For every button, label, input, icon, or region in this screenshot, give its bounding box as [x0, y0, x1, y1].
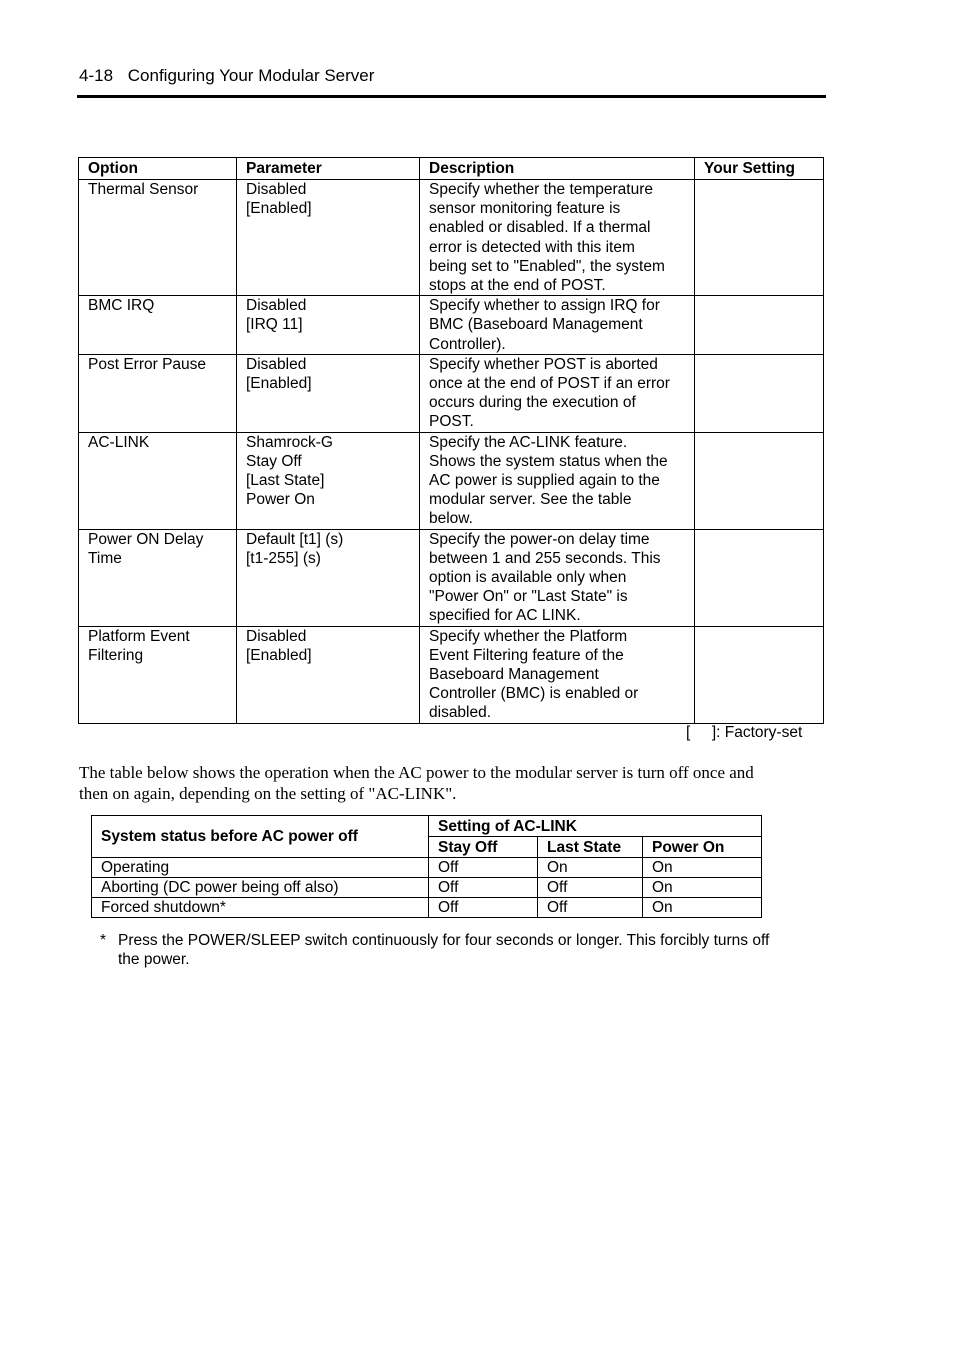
paragraph-line: The table below shows the operation when the AC power to the modular server is turn off once and — [79, 763, 754, 782]
last-state-header: Last State — [538, 837, 643, 858]
footnote-mark: * — [100, 932, 107, 949]
parameter-cell-line: [Last State] — [246, 472, 325, 490]
description-cell-line: enabled or disabled. If a thermal — [429, 219, 651, 237]
description-cell-line: Event Filtering feature of the — [429, 646, 624, 664]
description-cell-line: Controller (BMC) is enabled or — [429, 685, 639, 703]
description-column-header: Description — [420, 158, 695, 180]
description-cell — [420, 296, 695, 355]
description-cell-line: below. — [429, 510, 473, 528]
setting-value-cell: Off — [429, 858, 538, 878]
parameter-cell-line: [Enabled] — [246, 200, 312, 218]
description-cell-line: specified for AC LINK. — [429, 607, 581, 625]
your-setting-cell — [695, 180, 824, 296]
page-number: 4-18 — [79, 66, 114, 85]
setting-value-cell: On — [538, 858, 643, 878]
options-table — [78, 157, 824, 724]
option-cell — [79, 296, 237, 355]
parameter-cell — [237, 432, 420, 529]
footnote — [100, 931, 830, 969]
status-cell: Operating — [92, 858, 429, 878]
parameter-cell-line: [t1-255] (s) — [246, 549, 321, 567]
option-cell — [79, 626, 237, 723]
description-cell-line: Specify the AC-LINK feature. — [429, 433, 628, 451]
aclink-header-row — [92, 816, 762, 837]
setting-value-cell: Off — [538, 878, 643, 898]
options-row — [79, 180, 824, 296]
description-cell-line: occurs during the execution of — [429, 394, 636, 412]
setting-value-cell: On — [643, 878, 762, 898]
description-cell-line: Specify whether the Platform — [429, 627, 628, 645]
footnote-text — [118, 931, 830, 969]
parameter-cell — [237, 354, 420, 432]
option-cell-line: AC-LINK — [88, 433, 150, 451]
your-setting-cell — [695, 626, 824, 723]
option-cell-line: BMC IRQ — [88, 297, 155, 315]
parameter-cell-line: Disabled — [246, 297, 307, 315]
your-setting-cell — [695, 432, 824, 529]
parameter-cell — [237, 180, 420, 296]
parameter-cell-line: Shamrock-G — [246, 433, 333, 451]
description-cell-line: sensor monitoring feature is — [429, 200, 621, 218]
parameter-cell-line: Disabled — [246, 627, 307, 645]
option-cell — [79, 529, 237, 626]
your-setting-column-header: Your Setting — [695, 158, 824, 180]
description-cell-line: "Power On" or "Last State" is — [429, 588, 628, 606]
description-cell-line: between 1 and 255 seconds. This — [429, 549, 661, 567]
parameter-cell-line: [Enabled] — [246, 646, 312, 664]
status-cell: Aborting (DC power being off also) — [92, 878, 429, 898]
header-rule — [77, 95, 826, 98]
footnote-line: the power. — [118, 951, 190, 968]
chapter-title: Configuring Your Modular Server — [127, 66, 375, 85]
page-header — [79, 66, 374, 86]
paragraph-line: then on again, depending on the setting of "AC-LINK". — [79, 784, 457, 803]
parameter-cell-line: Disabled — [246, 181, 307, 198]
description-cell — [420, 529, 695, 626]
option-cell-line: Power ON Delay — [88, 530, 204, 548]
options-header-row — [79, 158, 824, 180]
status-cell: Forced shutdown* — [92, 898, 429, 918]
parameter-column-header: Parameter — [237, 158, 420, 180]
options-row — [79, 626, 824, 723]
your-setting-cell — [695, 354, 824, 432]
power-on-header: Power On — [643, 837, 762, 858]
option-cell — [79, 354, 237, 432]
aclink-row — [92, 878, 762, 898]
description-cell — [420, 180, 695, 296]
description-cell — [420, 432, 695, 529]
factory-set-note: [ ]: Factory-set — [686, 724, 803, 741]
parameter-cell-line: Power On — [246, 491, 315, 509]
parameter-cell — [237, 626, 420, 723]
parameter-cell-line: Disabled — [246, 355, 307, 373]
options-row — [79, 432, 824, 529]
description-cell-line: Controller). — [429, 335, 506, 353]
description-cell-line: stops at the end of POST. — [429, 277, 606, 295]
options-row — [79, 354, 824, 432]
system-status-header: System status before AC power off — [92, 816, 429, 858]
option-cell-line: Thermal Sensor — [88, 181, 199, 198]
description-cell-line: once at the end of POST if an error — [429, 375, 670, 393]
aclink-row — [92, 898, 762, 918]
intro-paragraph — [79, 762, 824, 804]
description-cell — [420, 354, 695, 432]
description-cell-line: AC power is supplied again to the — [429, 472, 660, 490]
parameter-cell-line: [IRQ 11] — [246, 316, 303, 334]
setting-value-cell: Off — [429, 898, 538, 918]
footnote-line: Press the POWER/SLEEP switch continuously for four seconds or longer. This forcibly turns off — [118, 932, 770, 949]
your-setting-cell — [695, 529, 824, 626]
option-cell-line: Platform Event — [88, 627, 190, 645]
stay-off-header: Stay Off — [429, 837, 538, 858]
description-cell — [420, 626, 695, 723]
option-cell-line: Time — [88, 549, 122, 567]
parameter-cell — [237, 529, 420, 626]
description-cell-line: Specify whether POST is aborted — [429, 355, 658, 373]
options-row — [79, 529, 824, 626]
options-row — [79, 296, 824, 355]
setting-value-cell: Off — [538, 898, 643, 918]
option-cell — [79, 432, 237, 529]
description-cell-line: error is detected with this item — [429, 238, 635, 256]
parameter-cell-line: Default [t1] (s) — [246, 530, 344, 548]
aclink-row — [92, 858, 762, 878]
aclink-setting-header: Setting of AC-LINK — [429, 816, 762, 837]
description-cell-line: being set to "Enabled", the system — [429, 257, 665, 275]
description-cell-line: POST. — [429, 413, 474, 431]
description-cell-line: Shows the system status when the — [429, 452, 668, 470]
option-column-header: Option — [79, 158, 237, 180]
option-cell — [79, 180, 237, 296]
setting-value-cell: On — [643, 898, 762, 918]
description-cell-line: disabled. — [429, 704, 492, 722]
setting-value-cell: On — [643, 858, 762, 878]
option-cell-line: Filtering — [88, 646, 144, 664]
aclink-table — [91, 815, 762, 918]
description-cell-line: Specify the power-on delay time — [429, 530, 650, 548]
setting-value-cell: Off — [429, 878, 538, 898]
description-cell-line: BMC (Baseboard Management — [429, 316, 643, 334]
description-cell-line: Specify whether the temperature — [429, 181, 654, 198]
your-setting-cell — [695, 296, 824, 355]
description-cell-line: Specify whether to assign IRQ for — [429, 297, 660, 315]
description-cell-line: option is available only when — [429, 569, 627, 587]
parameter-cell-line: Stay Off — [246, 452, 302, 470]
description-cell-line: modular server. See the table — [429, 491, 632, 509]
description-cell-line: Baseboard Management — [429, 666, 599, 684]
parameter-cell — [237, 296, 420, 355]
option-cell-line: Post Error Pause — [88, 355, 207, 373]
parameter-cell-line: [Enabled] — [246, 375, 312, 393]
